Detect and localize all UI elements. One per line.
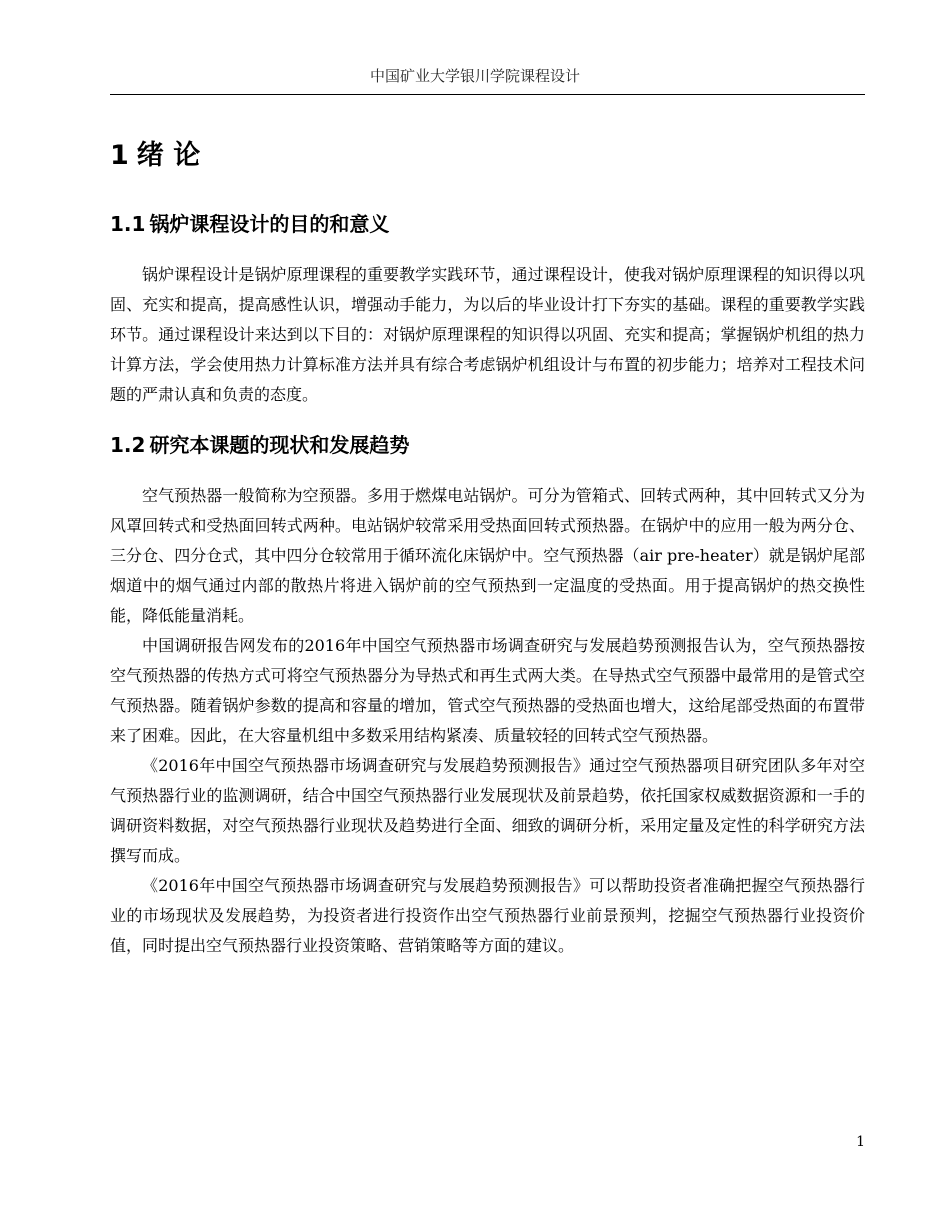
section-title-text: 锅炉课程设计的目的和意义 [149,212,390,236]
section-number: 1.2 [110,433,146,457]
paragraph: 《2016年中国空气预热器市场调查研究与发展趋势预测报告》可以帮助投资者准确把握空气预热器行业的市场现状及发展趋势，为投资者进行投资作出空气预热器行业前景预判，挖掘空气预热器行业投资价值，同时提出空气预热器行业投资策略、营销策略等方面的建议。 [110,876,865,955]
section-heading-1-2 [110,430,865,460]
chapter-title [110,136,865,176]
section-heading-1-1 [110,209,865,239]
paragraph: 中国调研报告网发布的2016年中国空气预热器市场调查研究与发展趋势预测报告认为，空气预热器按空气预热器的传热方式可将空气预热器分为导热式和再生式两大类。在导热式空气预器中最常用的是管式空气预热器。随着锅炉参数的提高和容量的增加，管式空气预热器的受热面也增大，这给尾部受热面的布置带来了困难。因此，在大容量机组中多数采用结构紧凑、质量较轻的回转式空气预热器。 [110,636,865,745]
page-number: 1 [856,1134,865,1150]
section-body-1-2 [110,481,865,961]
section-number: 1.1 [110,212,146,236]
paragraph: 锅炉课程设计是锅炉原理课程的重要教学实践环节，通过课程设计，使我对锅炉原理课程的知识得以巩固、充实和提高，提高感性认识，增强动手能力，为以后的毕业设计打下夯实的基础。课程的重要教学实践环节。通过课程设计来达到以下目的：对锅炉原理课程的知识得以巩固、充实和提高；掌握锅炉机组的热力计算方法，学会使用热力计算标准方法并具有综合考虑锅炉机组设计与布置的初步能力；培养对工程技术问题的严肃认真和负责的态度。 [110,265,865,404]
section-body-1-1 [110,260,865,410]
chapter-number: 1 [110,140,129,171]
section-title-text: 研究本课题的现状和发展趋势 [149,433,410,457]
paragraph: 空气预热器一般简称为空预器。多用于燃煤电站锅炉。可分为管箱式、回转式两种，其中回转式又分为风罩回转式和受热面回转式两种。电站锅炉较常采用受热面回转式预热器。在锅炉中的应用一般为两分仓、三分仓、四分仓式，其中四分仓较常用于循环流化床锅炉中。空气预热器（air pre-heater）就是锅炉尾部烟道中的烟气通过内部的散热片将进入锅炉前的空气预热到一定温度的受热面。用于提高锅炉的热交换性能，降低能量消耗。 [110,486,865,625]
running-header: 中国矿业大学银川学院课程设计 [369,67,580,85]
page-content [110,136,865,961]
header-rule [110,94,865,95]
chapter-title-text: 绪 论 [136,140,201,171]
paragraph: 《2016年中国空气预热器市场调查研究与发展趋势预测报告》通过空气预热器项目研究团队多年对空气预热器行业的监测调研，结合中国空气预热器行业发展现状及前景趋势，依托国家权威数据资源和一手的调研资料数据，对空气预热器行业现状及趋势进行全面、细致的调研分析，采用定量及定性的科学研究方法撰写而成。 [110,756,865,865]
